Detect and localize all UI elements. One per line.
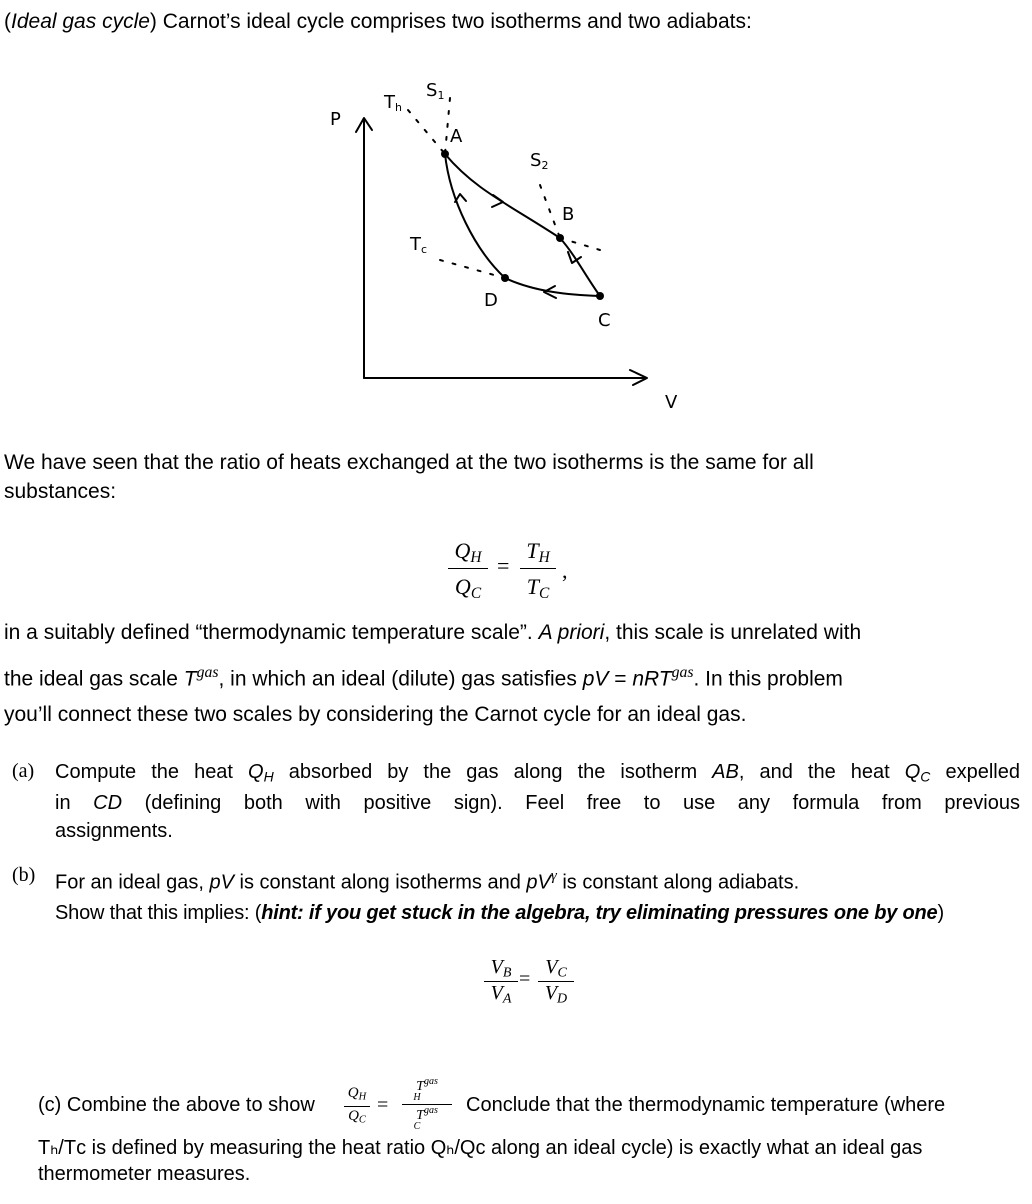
para2-line2: the ideal gas scale $T^{gas}$, in which an ideal (dilute) gas satisfies pV = nRT$^{gas}$. In this problem: [4, 664, 843, 691]
c-frac1-num: $Q_H$: [347, 1085, 367, 1103]
vertex-a: [441, 150, 449, 158]
label-tc: Tc: [410, 234, 428, 256]
adiabat-s2: [560, 238, 600, 296]
eq1-comma: ,: [562, 558, 568, 583]
part-a-line3: assignments.: [55, 820, 173, 842]
vertex-c: [596, 292, 604, 300]
label-b: B: [562, 204, 575, 225]
c-frac2-num: $T^{gas}$ $^H$: [413, 1076, 438, 1103]
eq2-num-right: $V_C$: [545, 956, 567, 981]
part-a-line1: Compute the heat $Q_H$ absorbed by the gas along the isotherm AB, and the heat $Q_C$ expelled: [55, 761, 1020, 785]
label-th: Th: [384, 92, 402, 114]
part-b-line1: For an ideal gas, pV is constant along isotherms and $pV^\gamma$ is constant along adiabats.: [55, 868, 800, 894]
label-d: D: [484, 290, 498, 311]
para1-line2: substances:: [4, 480, 117, 503]
vertex-d: [501, 274, 509, 282]
part-b-label: (b): [12, 864, 36, 886]
eq2-den-left: $V_A$: [490, 982, 512, 1007]
part-c-line2: Tₕ/Tᴄ is defined by measuring the heat ratio Qₕ/Qᴄ along an ideal cycle) is exactly what an ideal gas: [38, 1137, 923, 1159]
label-a: A: [450, 126, 463, 147]
label-c: C: [598, 310, 611, 331]
para1-line1: We have seen that the ratio of heats exchanged at the two isotherms is the same for all: [4, 451, 814, 474]
axis-v-label: V: [665, 392, 678, 413]
arrow-da: [455, 194, 466, 202]
guide-s2: [540, 185, 560, 238]
label-s1: S1: [426, 80, 445, 102]
c-frac1-bar: [344, 1106, 370, 1107]
vertex-b: [556, 234, 564, 242]
part-b-line2: Show that this implies: (hint: if you get stuck in the algebra, try eliminating pressures one by one): [55, 902, 944, 924]
intro-label: Ideal gas cycle: [11, 10, 150, 33]
label-s2: S2: [530, 150, 549, 172]
eq1-den-left: $Q_C$: [454, 574, 482, 602]
guide-th: [408, 110, 445, 154]
carnot-diagram: [300, 70, 720, 415]
part-c-intro: (c) Combine the above to show: [38, 1094, 315, 1116]
part-a-line2: in CD (defining both with positive sign). Feel free to use any formula from previous: [55, 792, 1020, 814]
c-frac2-den: $T^{gas}$ $^C$: [413, 1105, 438, 1132]
eq1-num-right: $T_H$: [526, 538, 550, 566]
eq1-num-left: $Q_H$: [454, 538, 482, 566]
eq1-den-right: $T_C$: [526, 574, 550, 602]
part-a-label: (a): [12, 760, 35, 782]
part-c-line3: thermometer measures.: [38, 1163, 251, 1185]
adiabat-s1: [445, 154, 505, 278]
para2-line1: in a suitably defined “thermodynamic temperature scale”. A priori, this scale is unrelated with: [4, 621, 862, 644]
para2-line3: you’ll connect these two scales by considering the Carnot cycle for an ideal gas.: [4, 703, 747, 726]
intro-line: [4, 10, 752, 34]
c-equals: =: [377, 1094, 389, 1116]
c-frac1-den: $Q_C$: [348, 1108, 366, 1126]
eq1-bar-right: [520, 568, 556, 569]
eq2-den-right: $V_D$: [544, 982, 568, 1007]
eq1-equals: =: [497, 553, 510, 578]
part-c-conclude: Conclude that the thermodynamic temperature (where: [466, 1094, 946, 1116]
intro-open-paren: (: [4, 10, 11, 33]
eq1-bar-left: [448, 568, 488, 569]
axis-p-label: P: [330, 109, 341, 130]
eq2-equals: =: [519, 968, 531, 990]
intro-text: ) Carnot’s ideal cycle comprises two isotherms and two adiabats:: [149, 10, 752, 33]
eq2-num-left: $V_B$: [490, 956, 512, 981]
